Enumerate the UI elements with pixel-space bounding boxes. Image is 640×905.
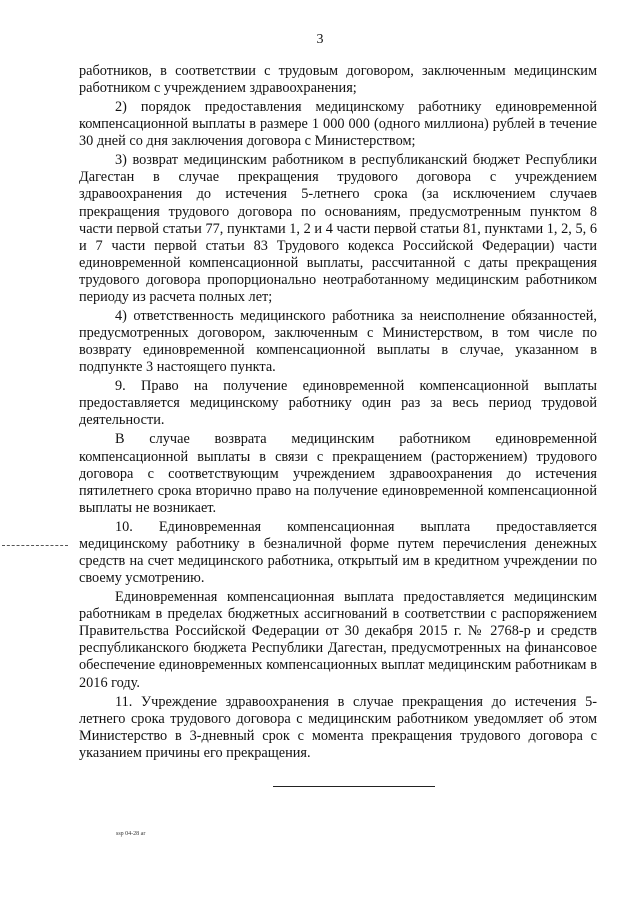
margin-scan-mark: [2, 545, 68, 549]
paragraph-clause-9-return: В случае возврата медицинским работником единовременной компенсационной выплаты в связи с прекращением (расторжением) трудового договора с соответствующим учреждением здравоохранения до истечения пятилетнего срока вторично право на получение единовременной компенсационной выплаты не возникает.: [79, 431, 597, 516]
paragraph-item-4: 4) ответственность медицинского работника за неисполнение обязанностей, предусмотренных договором, заключенным с Министерством, в том числе по возврату единовременной компенсационной выплаты в случае, указанном в подпункте 3 настоящего пункта.: [79, 307, 597, 376]
document-body: [79, 63, 597, 764]
footer-document-code: ssp 04-28 ar: [116, 831, 146, 837]
closing-divider: [273, 786, 435, 787]
paragraph-item-2: 2) порядок предоставления медицинскому работнику единовременной компенсационной выплаты в размере 1 000 000 (одного миллиона) рублей в течение 30 дней со дня заключения договора с Министерством;: [79, 99, 597, 150]
paragraph-clause-10: 10. Единовременная компенсационная выплата предоставляется медицинскому работнику в безналичной форме путем перечисления денежных средств на счет медицинского работника, открытый им в кредитном учреждении по своему усмотрению.: [79, 518, 597, 587]
paragraph-item-3: 3) возврат медицинским работником в республиканский бюджет Республики Дагестан в случае прекращения трудового договора с учреждением здравоохранения до истечения 5-летнего срока (за исключением случаев прекращения трудового договора по основаниям, предусмотренным пунктом 8 части первой статьи 77, пунктами 1, 2 и 4 части первой статьи 81, пунктами 1, 2, 5, 6 и 7 части первой статьи 83 Трудового кодекса Российской Федерации) части единовременной компенсационной выплаты, рассчитанной с даты прекращения трудового договора пропорционально неотработанному медицинским работником периоду из расчета полных лет;: [79, 152, 597, 305]
paragraph-clause-9: 9. Право на получение единовременной компенсационной выплаты предоставляется медицинскому работнику один раз за весь период трудовой деятельности.: [79, 378, 597, 429]
paragraph-clause-11: 11. Учреждение здравоохранения в случае прекращения до истечения 5-летнего срока трудового договора с медицинским работником уведомляет об этом Министерство в 3-дневный срок с момента прекращения трудового договора с указанием причины его прекращения.: [79, 693, 597, 761]
page-number: 3: [316, 32, 324, 47]
paragraph-clause-10-funding: Единовременная компенсационная выплата предоставляется медицинским работникам в пределах бюджетных ассигнований в соответствии с распоряжением Правительства Российской Федерации от 30 декабря 2015 г. № 2768-р и средств республиканского бюджета Республики Дагестан, предусмотренных на финансовое обеспечение единовременных компенсационных выплат медицинским работникам в 2016 году.: [79, 589, 597, 691]
paragraph-continuation: работников, в соответствии с трудовым договором, заключенным медицинским работником с учреждением здравоохранения;: [79, 63, 597, 97]
